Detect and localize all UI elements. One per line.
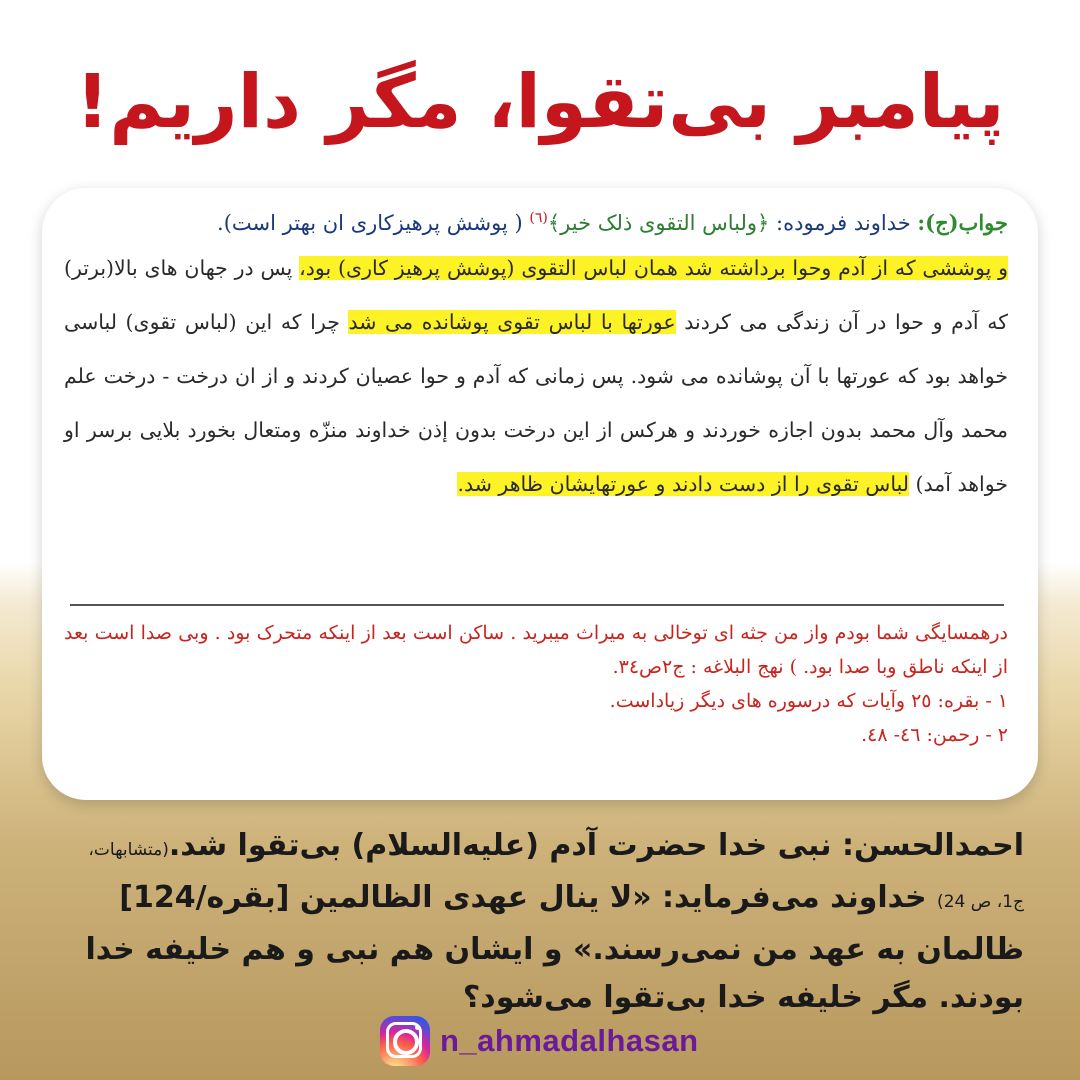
caption-citation: (متشابهات، ج1، ص 24) <box>88 840 1024 912</box>
instagram-account[interactable] <box>380 1016 699 1066</box>
footnote-marker: (٦) <box>529 210 548 226</box>
body-text-2: چرا که این (لباس تقوی) لباسی خواهد بود که عورتها با آن پوشانده می شود. پس زمانی که آدم و حوا عصیان کردند و از ان درخت - درخت علم محمد وآل محمد بدون اجازه خوردند و هرکس از این درخت بدون إذن خداوند منزّه ومتعال بخورد بلایی برسر او خواهد آمد) <box>64 310 1008 496</box>
book-text <box>42 200 1038 511</box>
highlight-1: و پوششی که از آدم وحوا <box>792 256 1008 280</box>
body-text-1: پس در جهان های بالا(برتر) که آدم و حوا در آن زندگی می کردند <box>64 256 1008 334</box>
footnotes <box>64 616 1008 752</box>
answer-line <box>64 200 1008 241</box>
instagram-icon <box>380 1016 430 1066</box>
instagram-handle[interactable]: n_ahmadalhasan <box>440 1023 699 1058</box>
caption-main-2: خداوند می‌فرماید: «لا ینال عهدی الظالمین [بقره/124] ظالمان به عهد من نمی‌رسند.» و ایشان هم نبی و هم خلیفه خدا بودند. مگر خلیفه خدا بی‌تقوا می‌شود؟ <box>85 880 1024 1015</box>
highlight-3: عورتها با لباس تقوی پوشانده می شد <box>348 310 676 334</box>
footnote-divider <box>70 604 1004 606</box>
body-paragraph <box>64 241 1008 511</box>
answer-label: جواب(ج): <box>917 210 1008 235</box>
footnote-text: درهمسایگی شما بودم واز من جثه ای توخالی به میراث میبرید . ساکن است بعد از اینکه متحرک بود . وبی صدا است بعد از اینکه ناطق وبا صدا بود. ) نهج البلاغه : ج٢ص٣٤. <box>64 622 1008 678</box>
footnote-2: ٢ - رحمن: ٤٦- ٤٨. <box>861 724 1008 746</box>
quran-verse: ﴿ولباس التقوى ذلک خیر﴾ <box>547 211 770 235</box>
answer-intro: خداوند فرموده: <box>769 211 918 235</box>
highlight-4: لباس تقوی را از دست دادند و عورتهایشان ظاهر شد. <box>457 472 909 496</box>
book-excerpt-card <box>42 188 1038 800</box>
highlight-2: برداشته شد همان لباس التقوی (پوشش پرهیز کاری) بود، <box>299 256 793 280</box>
caption-main-1: احمدالحسن: نبی خدا حضرت آدم (علیه‌السلام) بی‌تقوا شد. <box>168 828 1024 863</box>
caption <box>60 822 1024 1022</box>
footnote-1: ١ - بقره: ٢٥ وآیات که درسوره های دیگر زیاداست. <box>609 690 1008 712</box>
verse-translation: ( پوشش پرهیزکاری ان بهتر است). <box>217 211 530 235</box>
page-title: پیامبر بی‌تقوا، مگر داریم! <box>75 59 1005 145</box>
